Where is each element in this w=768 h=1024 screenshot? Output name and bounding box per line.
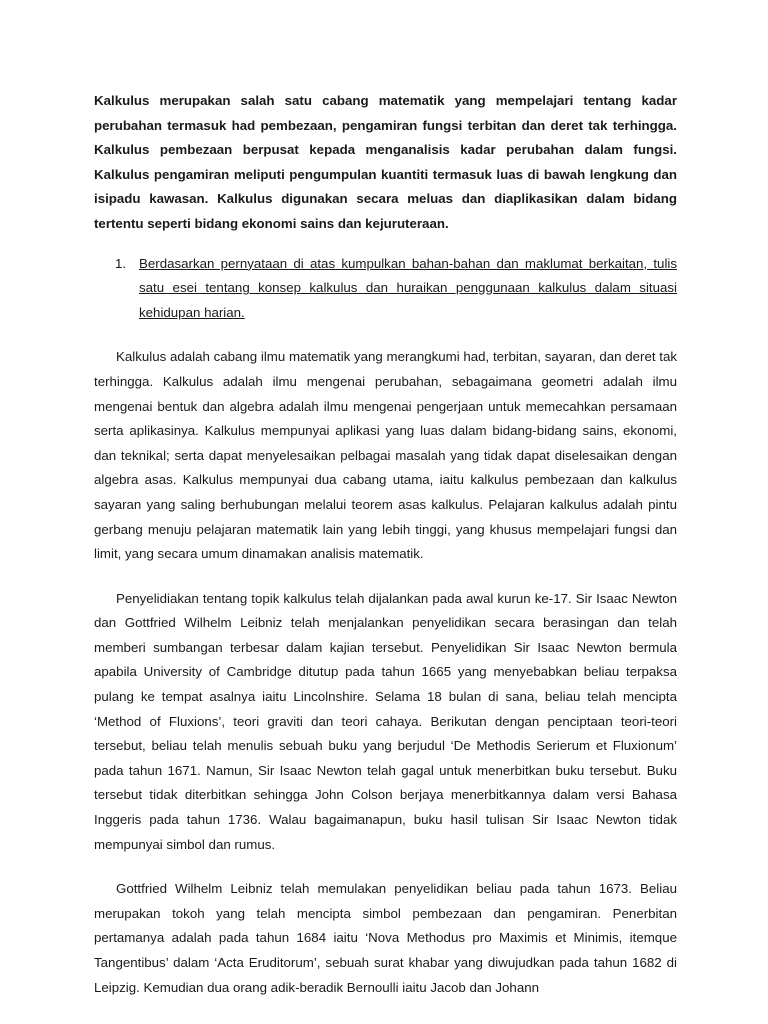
document-body xyxy=(94,89,677,1000)
question-number: 1. xyxy=(115,255,127,271)
paragraph-leibniz: Gottfried Wilhelm Leibniz telah memulakan penyelidikan beliau pada tahun 1673. Beliau merupakan tokoh yang telah mencipta simbol pembezaan dan pengamiran. Penerbitan pertamanya adalah pada tahun 1684 iaitu ‘Nova Methodus pro Maximis et Minimis, itemque Tangentibus’ dalam ‘Acta Eruditorum’, sebuah surat khabar yang diwujudkan pada tahun 1682 di Leipzig. Kemudian dua orang adik-beradik Bernoulli iaitu Jacob dan Johann xyxy=(94,881,677,995)
intro-statement: Kalkulus merupakan salah satu cabang matematik yang mempelajari tentang kadar perubahan termasuk had pembezaan, pengamiran fungsi terbitan dan deret tak terhingga. Kalkulus pembezaan berpusat kepada menganalisis kadar perubahan dalam fungsi. Kalkulus pengamiran meliputi pengumpulan kuantiti termasuk luas di bawah lengkung dan isipadu kawasan. Kalkulus digunakan secara meluas dan diaplikasikan dalam bidang tertentu seperti bidang ekonomi sains dan kejuruteraan. xyxy=(94,93,677,231)
question-text: Berdasarkan pernyataan di atas kumpulkan bahan-bahan dan maklumat berkaitan, tulis satu esei tentang konsep kalkulus dan huraikan penggunaan kalkulus dalam situasi kehidupan harian. xyxy=(139,255,677,320)
paragraph-newton: Penyelidiakan tentang topik kalkulus telah dijalankan pada awal kurun ke-17. Sir Isaac Newton dan Gottfried Wilhelm Leibniz telah menjalankan penyelidikan secara berasingan dan telah memberi sumbangan terbesar dalam kajian tersebut. Penyelidikan Sir Isaac Newton bermula apabila University of Cambridge ditutup pada tahun 1665 yang menyebabkan beliau terpaksa pulang ke tempat asalnya iaitu Lincolnshire. Selama 18 bulan di sana, beliau telah mencipta ‘Method of Fluxions’, teori graviti dan teori cahaya. Berikutan dengan penciptaan teori-teori tersebut, beliau telah menulis sebuah buku yang berjudul ‘De Methodis Serierum et Fluxionum’ pada tahun 1671. Namun, Sir Isaac Newton telah gagal untuk menerbitkan buku tersebut. Buku tersebut tidak diterbitkan sehingga John Colson berjaya menerbitkannya dalam versi Bahasa Inggeris pada tahun 1736. Walau bagaimanapun, buku hasil tulisan Sir Isaac Newton tidak mempunyai simbol dan rumus. xyxy=(94,590,677,852)
essay-question xyxy=(94,252,677,326)
paragraph-definition: Kalkulus adalah cabang ilmu matematik yang merangkumi had, terbitan, sayaran, dan deret tak terhingga. Kalkulus adalah ilmu mengenai perubahan, sebagaimana geometri adalah ilmu mengenai bentuk dan algebra adalah ilmu mengenai pengerjaan untuk memecahkan persamaan serta aplikasinya. Kalkulus mempunyai aplikasi yang luas dalam bidang-bidang sains, ekonomi, dan teknikal; serta dapat menyelesaikan pelbagai masalah yang tidak dapat diselesaikan dengan algebra asas. Kalkulus mempunyai dua cabang utama, iaitu kalkulus pembezaan dan kalkulus sayaran yang saling berhubungan melalui teorem asas kalkulus. Pelajaran kalkulus adalah pintu gerbang menuju pelajaran matematik lain yang lebih tinggi, yang khusus mempelajari fungsi dan limit, yang secara umum dinamakan analisis matematik. xyxy=(94,349,678,562)
